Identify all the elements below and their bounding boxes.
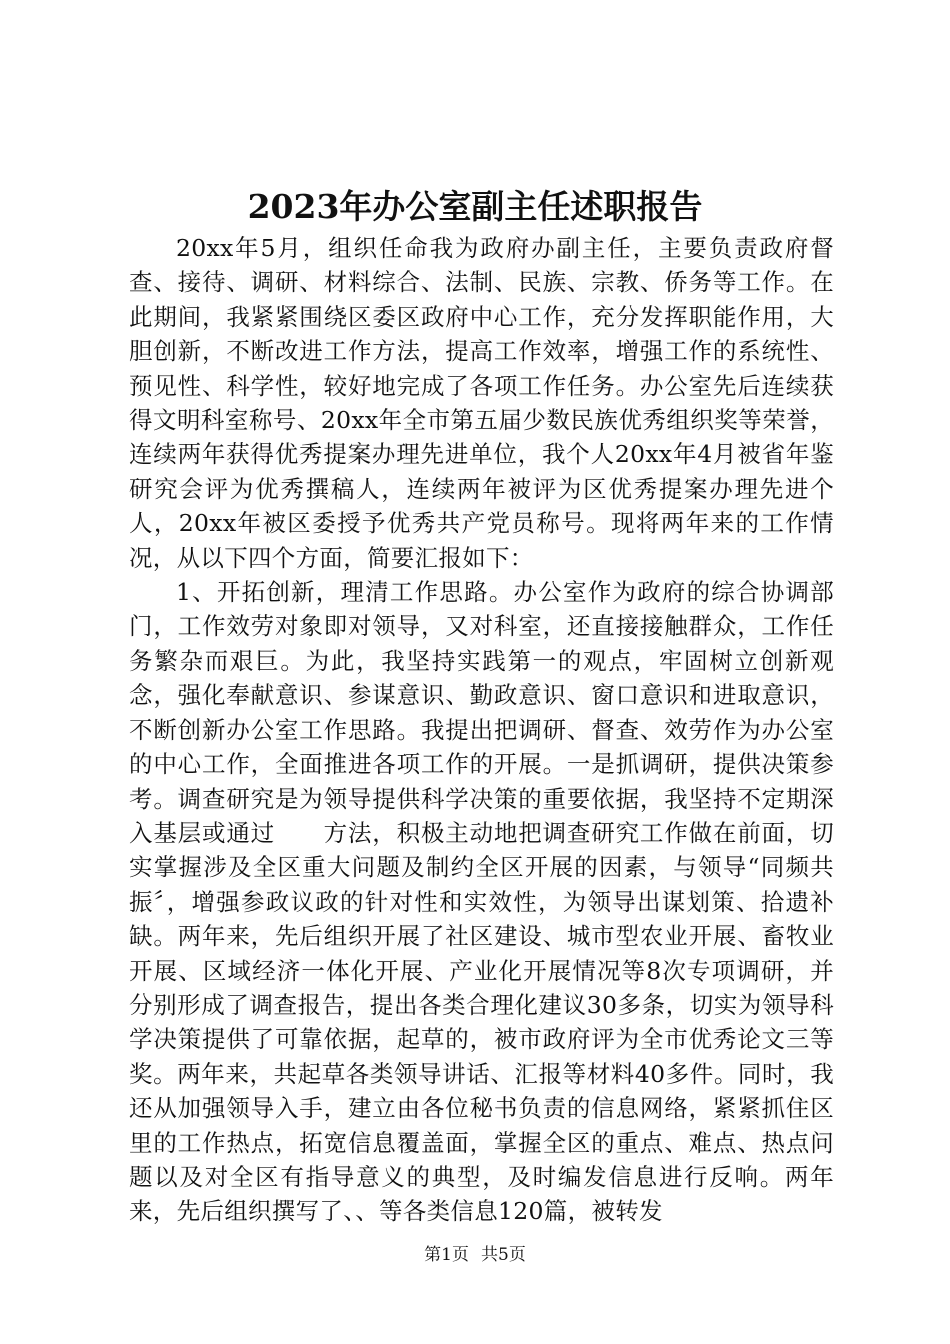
page-footer: [0, 1243, 950, 1267]
page-number: 第1页: [424, 1245, 469, 1265]
page-total: 共5页: [481, 1245, 526, 1265]
page-title: 2023年办公室副主任述职报告: [247, 187, 703, 226]
document-body: [129, 231, 834, 1229]
paragraph-section-1: 1、开拓创新，理清工作思路。办公室作为政府的综合协调部门，工作效劳对象即对领导，又对科室，还直接接触群众，工作任务繁杂而艰巨。为此，我坚持实践第一的观点，牢固树立创新观念，强化奉献意识、参谋意识、勤政意识、窗口意识和进取意识，不断创新办公室工作思路。我提出把调研、督查、效劳作为办公室的中心工作，全面推进各项工作的开展。一是抓调研，提供决策参考。调查研究是为领导提供科学决策的重要依据，我坚持不定期深入基层或通过 方法，积极主动地把调查研究工作做在前面，切实掌握涉及全区重大问题及制约全区开展的因素，与领导“同频共振〞，增强参政议政的针对性和实效性，为领导出谋划策、拾遗补缺。两年来，先后组织开展了社区建设、城市型农业开展、畜牧业开展、区域经济一体化开展、产业化开展情况等8次专项调研，并分别形成了调查报告，提出各类合理化建议30多条，切实为领导科学决策提供了可靠依据，起草的，被市政府评为全市优秀论文三等奖。两年来，共起草各类领导讲话、汇报等材料40多件。同时，我还从加强领导入手，建立由各位秘书负责的信息网络，紧紧抓住区里的工作热点，拓宽信息覆盖面，掌握全区的重点、难点、热点问题以及对全区有指导意义的典型，及时编发信息进行反响。两年来，先后组织撰写了、、等各类信息120篇，被转发: [129, 578, 834, 1226]
paragraph-intro: 20xx年5月，组织任命我为政府办副主任，主要负责政府督查、接待、调研、材料综合、法制、民族、宗教、侨务等工作。在此期间，我紧紧围绕区委区政府中心工作，充分发挥职能作用，大胆创新，不断改进工作方法，提高工作效率，增强工作的系统性、预见性、科学性，较好地完成了各项工作任务。办公室先后连续获得文明科室称号、20xx年全市第五届少数民族优秀组织奖等荣誉，连续两年获得优秀提案办理先进单位，我个人20xx年4月被省年鉴研究会评为优秀撰稿人，连续两年被评为区优秀提案办理先进个人，20xx年被区委授予优秀共产党员称号。现将两年来的工作情况，从以下四个方面，简要汇报如下：: [129, 234, 834, 572]
